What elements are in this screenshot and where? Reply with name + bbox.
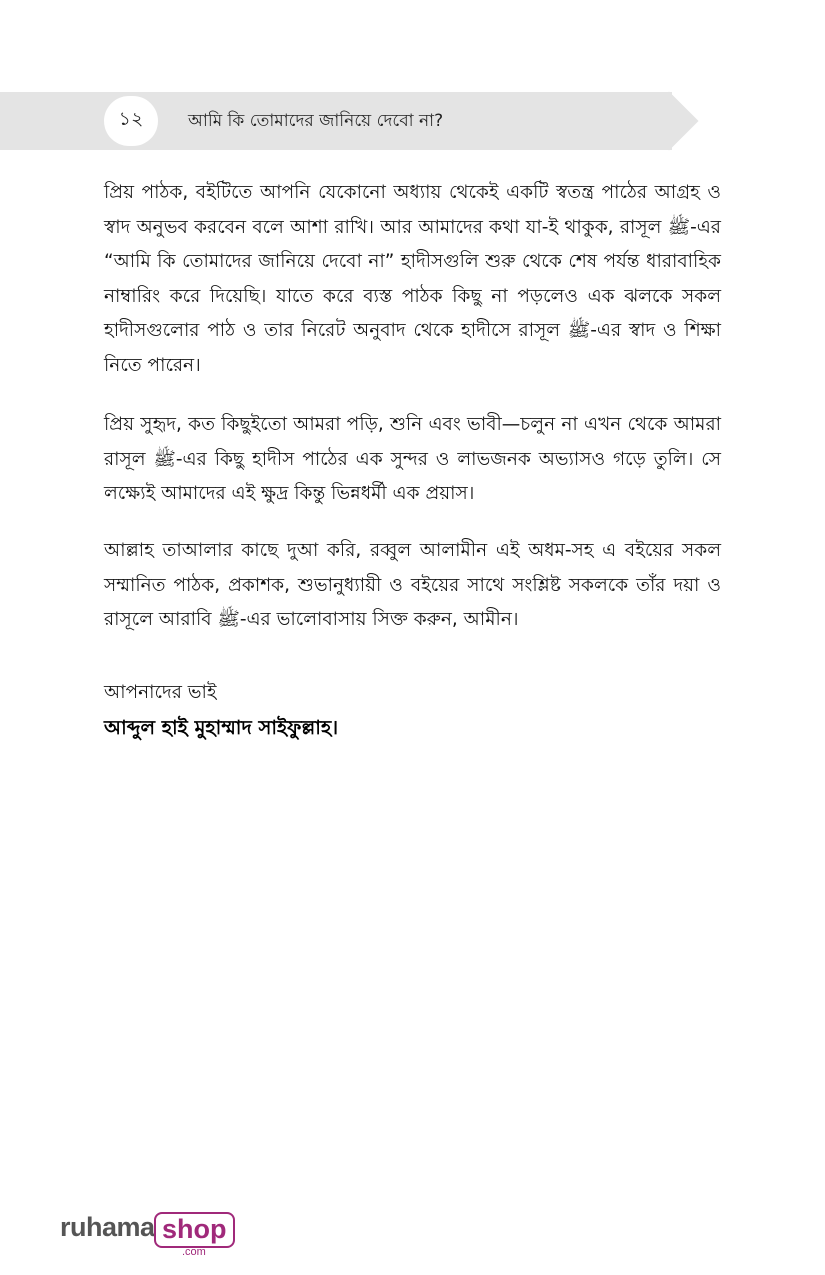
closing-salutation: আপনাদের ভাই bbox=[104, 682, 217, 703]
running-title: আমি কি তোমাদের জানিয়ে দেবো না? bbox=[188, 111, 444, 131]
page-number: ১২ bbox=[104, 96, 158, 146]
logo-domain: .com bbox=[182, 1246, 206, 1258]
logo-shop: shop bbox=[154, 1212, 235, 1248]
logo-name: ruhama bbox=[60, 1212, 155, 1242]
paragraph-1: প্রিয় পাঠক, বইটিতে আপনি যেকোনো অধ্যায় থেকেই একটি স্বতন্ত্র পাঠের আগ্রহ ও স্বাদ অনুভব করবেন বলে আশা রাখি। আর আমাদের কথা যা-ই থাকুক, রাসূল ﷺ-এর “আমি কি তোমাদের জানিয়ে দেবো না” হাদীসগুলি শুরু থেকে শেষ পর্যন্ত ধারাবাহিক নাম্বারিং করে দিয়েছি। যাতে করে ব্যস্ত পাঠক কিছু না পড়লেও এক ঝলকে সকল হাদীসগুলোর পাঠ ও তার নিরেট অনুবাদ থেকে হাদীসে রাসূল ﷺ-এর স্বাদ ও শিক্ষা নিতে পারেন। bbox=[104, 182, 721, 376]
ruhama-shop-logo bbox=[60, 1212, 240, 1258]
paragraph-3: আল্লাহ তাআলার কাছে দুআ করি, রব্বুল আলামীন এই অধম-সহ এ বইয়ের সকল সম্মানিত পাঠক, প্রকাশক, শুভানুধ্যায়ী ও বইয়ের সাথে সংশ্লিষ্ট সকলকে তাঁর দয়া ও রাসূলে আরাবি ﷺ-এর ভালোবাসায় সিক্ত করুন, আমীন। bbox=[104, 540, 721, 630]
paragraph-2: প্রিয় সুহৃদ, কত কিছুইতো আমরা পড়ি, শুনি এবং ভাবী—চলুন না এখন থেকে আমরা রাসূল ﷺ-এর কিছু হাদীস পাঠের এক সুন্দর ও লাভজনক অভ্যাসও গড়ে তুলি। সে লক্ষ্যেই আমাদের এই ক্ষুদ্র কিন্তু ভিন্নধর্মী এক প্রয়াস। bbox=[104, 414, 721, 504]
author-name: আব্দুল হাই মুহাম্মাদ সাইফুল্লাহ। bbox=[104, 716, 339, 739]
